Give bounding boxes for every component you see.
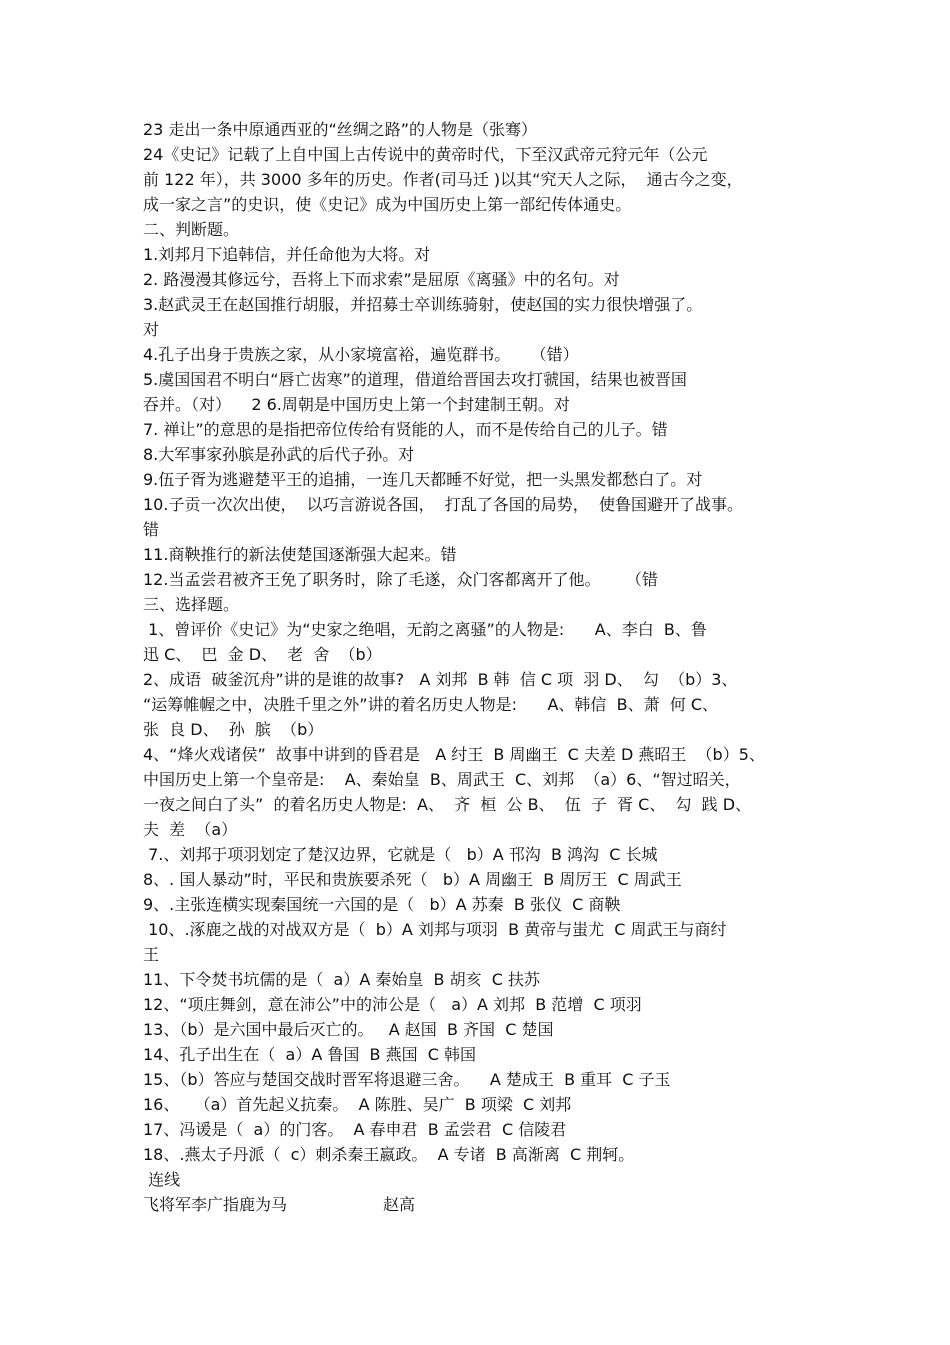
text-line: 12、“项庄舞剑，意在沛公”中的沛公是（ a）A 刘邦 B 范增 C 项羽 [143, 995, 642, 1014]
section-heading-matching: 连线 [143, 1170, 181, 1189]
text-line: 11.商鞅推行的新法使楚国逐渐强大起来。错 [143, 545, 457, 564]
text-line: 一夜之间白了头” 的着名历史人物是: A、 齐 桓 公 B、 伍 子 胥 C、 勾 践 D、 [143, 795, 752, 814]
text-line: “运筹帷幄之中，决胜千里之外”讲的着名历史人物是: A、韩信 B、萧 何 C、 [143, 695, 719, 714]
text-line: 张 良 D、 孙 膑 （b） [143, 720, 324, 739]
text-line: 14、孔子出生在（ a）A 鲁国 B 燕国 C 韩国 [143, 1045, 477, 1064]
text-line: 15、（b）答应与楚国交战时晋军将退避三舍。 A 楚成王 B 重耳 C 子玉 [143, 1070, 671, 1089]
text-line: 24《史记》记载了上自中国上古传说中的黄帝时代，下至汉武帝元狩元年（公元 [143, 145, 708, 164]
text-line: 3.赵武灵王在赵国推行胡服，并招募士卒训练骑射，使赵国的实力很快增强了。 [143, 295, 703, 314]
section-heading-choice: 三、选择题。 [143, 595, 240, 614]
matching-row [143, 1192, 823, 1217]
text-line: 5.虞国国君不明白“唇亡齿寒”的道理，借道给晋国去攻打虢国，结果也被晋国 [143, 370, 687, 389]
text-line: 2. 路漫漫其修远兮，吾将上下而求索”是屈原《离骚》中的名句。对 [143, 270, 620, 289]
text-line: 9、.主张连横实现秦国统一六国的是（ b）A 苏秦 B 张仪 C 商鞅 [143, 895, 621, 914]
text-line: 7.、刘邦于项羽划定了楚汉边界，它就是（ b）A 邗沟 B 鸿沟 C 长城 [143, 845, 658, 864]
text-line: 11、下令焚书坑儒的是（ a）A 秦始皇 B 胡亥 C 扶苏 [143, 970, 541, 989]
text-line: 12.当孟尝君被齐王免了职务时，除了毛遂，众门客都离开了他。 （错 [143, 570, 658, 589]
text-line: 1.刘邦月下追韩信，并任命他为大将。对 [143, 245, 431, 264]
text-line: 中国历史上第一个皇帝是: A、秦始皇 B、周武王 C、刘邦 （a）6、“智过昭关， [143, 770, 741, 789]
matching-left-item: 飞将军李广指鹿为马 [143, 1195, 288, 1214]
text-line: 迅 C、 巴 金 D、 老 舍 （b） [143, 645, 382, 664]
text-line: 王 [143, 945, 160, 964]
text-line: 13、（b）是六国中最后灭亡的。 A 赵国 B 齐国 C 楚国 [143, 1020, 554, 1039]
text-line: 8、. 国人暴动”时，平民和贵族要杀死（ b）A 周幽王 B 周厉王 C 周武王 [143, 870, 682, 889]
text-line: 成一家之言”的史识，使《史记》成为中国历史上第一部纪传体通史。 [143, 195, 632, 214]
document-body [143, 117, 823, 1217]
text-line: 错 [143, 520, 160, 539]
text-line: 17、冯谖是（ a）的门客。 A 春申君 B 孟尝君 C 信陵君 [143, 1120, 567, 1139]
text-line: 16、 （a）首先起义抗秦。 A 陈胜、吴广 B 项梁 C 刘邦 [143, 1095, 572, 1114]
matching-right-item: 赵高 [383, 1195, 416, 1214]
text-line: 4、“烽火戏诸侯” 故事中讲到的昏君是 A 纣王 B 周幽王 C 夫差 D 燕昭王 （b）5、 [143, 745, 765, 764]
text-line: 吞并。（对） 2 6.周朝是中国历史上第一个封建制王朝。对 [143, 395, 570, 414]
text-line: 前 122 年），共 3000 多年的历史。作者(司马迁 )以其“究天人之际， 通古今之变， [143, 170, 743, 189]
text-line: 8.大军事家孙膑是孙武的后代子孙。对 [143, 445, 415, 464]
text-line: 1、曾评价《史记》为“史家之绝唱，无韵之离骚”的人物是: A、李白 B、鲁 [143, 620, 707, 639]
text-line: 2、成语 破釜沉舟”讲的是谁的故事? A 刘邦 B 韩 信 C 项 羽 D、 勾 （b）3、 [143, 670, 738, 689]
section-heading-judgment: 二、判断题。 [143, 220, 240, 239]
text-line: 4.孔子出身于贵族之家，从小家境富裕，遍览群书。 （错） [143, 345, 579, 364]
text-line: 10、.涿鹿之战的对战双方是（ b）A 刘邦与项羽 B 黄帝与蚩尤 C 周武王与商纣 [143, 920, 727, 939]
text-line: 18、.燕太子丹派（ c）刺杀秦王嬴政。 A 专诸 B 高渐离 C 荆轲。 [143, 1145, 635, 1164]
text-line: 23 走出一条中原通西亚的“丝绸之路”的人物是（张骞） [143, 120, 538, 139]
text-line: 对 [143, 320, 160, 339]
text-line: 9.伍子胥为逃避楚平王的追捕，一连几天都睡不好觉，把一头黑发都愁白了。对 [143, 470, 703, 489]
text-line: 7. 禅让”的意思的是指把帝位传给有贤能的人，而不是传给自己的儿子。错 [143, 420, 668, 439]
text-line: 夫 差 （a） [143, 820, 238, 839]
text-line: 10.子贡一次次出使， 以巧言游说各国， 打乱了各国的局势， 使鲁国避开了战事。 [143, 495, 743, 514]
